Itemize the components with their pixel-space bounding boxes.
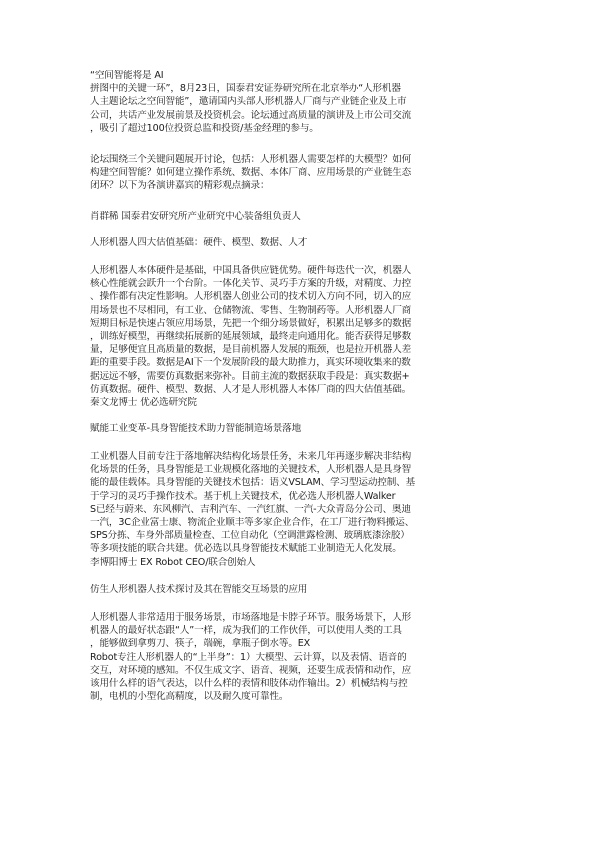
text-line: 据远远不够，需要仿真数据来弥补。目前主流的数据获取手段是：真实数据+ [90, 370, 410, 382]
text-line: 仿生人形机器人技术探讨及其在智能交互场景的应用 [90, 584, 308, 595]
text-line: 距的重要手段。数据是AI下一个发展阶段的最大助推力，真实环境收集来的数 [90, 357, 411, 369]
text-line: 工业机器人目前专注于落地解决结构化场景任务，未来几年再逐步解决非结构 [90, 451, 412, 462]
text-line: 机器人的最好状态跟“人”一样，成为我们的工作伙伴，可以使用人类的工具 [90, 625, 402, 637]
text-line: 仿真数据。硬件、模型、数据、人才是人形机器人本体厂商的四大估值基础。 [90, 383, 412, 395]
text-line: Robot专注人形机器人的“上半身”：1）大模型、云计算，以及表情、语音的 [90, 651, 407, 663]
text-line: 构建空间智能？如何建立操作系统、数据、本体厂商、应用场景的产业链生态 [90, 167, 412, 179]
text-line: 人形机器人本体硬件是基础，中国具备供应链优势。硬件每迭代一次，机器人 [90, 265, 412, 276]
text-line: 赋能工业变革-具身智能技术助力智能制造场景落地 [90, 423, 302, 434]
text-line: ，训练好模型，再继续拓展新的延展领域，最终走向通用化。能否获得足够数 [90, 331, 412, 342]
text-line: 核心性能就会跃升一个台阶。一体化关节、灵巧手方案的升级，对精度、力控 [90, 278, 412, 290]
text-line: 量，足够便宜且高质量的数据，是目前机器人发展的瓶颈，也是拉开机器人差 [90, 344, 412, 356]
text-line: 于学习的灵巧手操作技术。基于机上关键技术，优必选人形机器人Walker [90, 490, 396, 502]
text-line: 秦文龙博士 优必选研究院 [90, 397, 197, 408]
text-line: ，吸引了超过100位投资总监和投资/基金经理的参与。 [90, 122, 319, 134]
text-line: 人形机器人非常适用于服务场景，市场落地是卡脖子环节。服务场景下，人形 [90, 612, 412, 623]
text-line: 拼图中的关键一环”，8月23日，国泰君安证券研究所在北京举办“人形机器 [90, 83, 401, 95]
text-line: 论坛围绕三个关键问题展开讨论，包括：人形机器人需要怎样的大模型？如何 [90, 154, 412, 165]
text-line: 等多项技能的联合共建。优必选以具身智能技术赋能工业制造无人化发展。 [90, 543, 402, 555]
text-line: 肖群稀 国泰君安研究所产业研究中心装备组负责人 [90, 211, 301, 222]
text-line: ，能够做到拿剪刀、筷子，端碗，拿瓶子倒水等。EX [90, 638, 311, 650]
text-line: S已经与蔚来、东风柳汽、吉利汽车、一汽红旗、一汽-大众青岛分公司、奥迪 [90, 503, 411, 515]
text-line: 能的最佳载体。具身智能的关键技术包括：语义VSLAM、学习型运动控制、基 [90, 477, 416, 489]
text-line: 交互，对环境的感知。不仅生成文字、语音、视频，还要生成表情和动作，应 [90, 664, 412, 676]
text-line: 化场景的任务，具身智能是工业规模化落地的关键技术，人形机器人是具身智 [90, 464, 412, 476]
text-line: 公司，共话产业发展前景及投资机会。论坛通过高质量的演讲及上市公司交流 [90, 109, 412, 121]
text-line: 短期目标是快速占领应用场景，先把一个细分场景做好，积累出足够多的数据 [90, 317, 412, 329]
text-line: SPS分拣、车身外部质量检查、工位自动化（空调泄露检测、玻璃底漆涂胶） [90, 530, 410, 542]
text-line: 人主题论坛之空间智能”，邀请国内头部人形机器人厂商与产业链企业及上市 [90, 96, 407, 108]
text-line: 该用什么样的语气表达，以什么样的表情和肢体动作输出。2）机械结构与控 [90, 678, 408, 689]
text-line: 一汽，3C企业富士康、物流企业顺丰等多家企业合作，在工厂进行物料搬运、 [90, 517, 415, 528]
text-line: 、操作都有决定性影响。人形机器人创业公司的技术切入方向不同，切入的应 [90, 291, 412, 303]
text-line: “空间智能将是 AI [90, 70, 164, 81]
text-line: 人形机器人四大估值基础：硬件、模型、数据、人才 [90, 237, 308, 248]
text-line: 制，电机的小型化高精度，以及耐久度可靠性。 [90, 691, 289, 703]
text-line: 闭环？以下为各演讲嘉宾的精彩观点摘录： [90, 180, 270, 192]
text-line: 用场景也不尽相同，有工业、仓储物流、零售、生物制药等。人形机器人厂商 [90, 304, 412, 316]
text-line: 李博阳博士 EX Robot CEO/联合创始人 [90, 557, 256, 568]
